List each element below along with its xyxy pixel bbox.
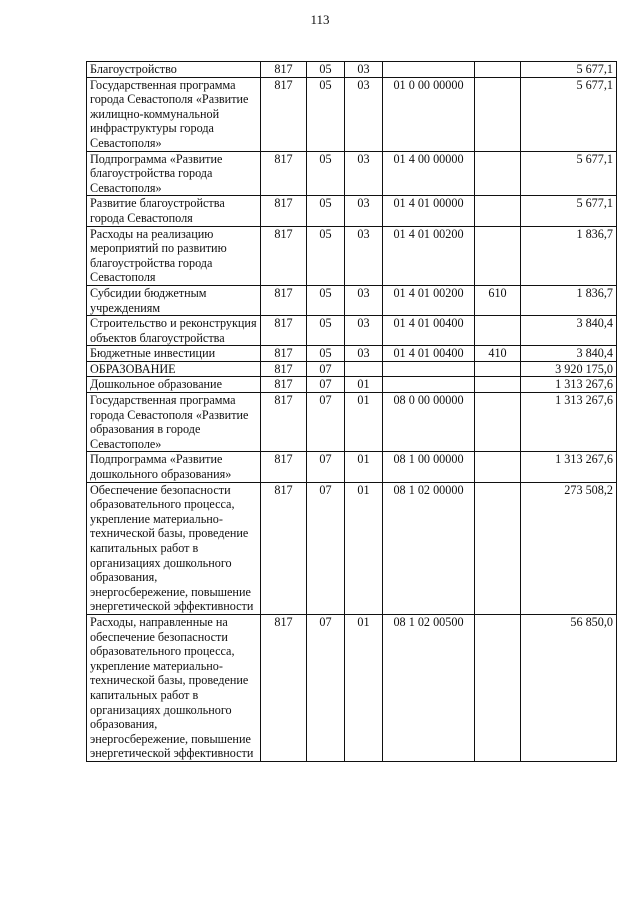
- amount-cell: 3 840,4: [521, 346, 617, 362]
- target-article-cell: 01 4 01 00000: [383, 196, 475, 226]
- subsection-code-cell: 01: [345, 452, 383, 482]
- amount-cell: 273 508,2: [521, 482, 617, 614]
- section-code-cell: 07: [307, 361, 345, 377]
- expense-type-cell: 610: [475, 285, 521, 315]
- table-row: [87, 361, 617, 377]
- section-code-cell: 07: [307, 393, 345, 452]
- target-article-cell: 08 0 00 00000: [383, 393, 475, 452]
- table-row: [87, 377, 617, 393]
- expense-type-cell: [475, 452, 521, 482]
- expense-type-cell: 410: [475, 346, 521, 362]
- target-article-cell: [383, 361, 475, 377]
- target-article-cell: [383, 62, 475, 78]
- item-name-cell: Субсидии бюджетным учреждениям: [87, 285, 261, 315]
- grbs-code-cell: 817: [261, 226, 307, 285]
- table-row: [87, 482, 617, 614]
- target-article-cell: 01 0 00 00000: [383, 77, 475, 151]
- expense-type-cell: [475, 77, 521, 151]
- table-row: [87, 62, 617, 78]
- section-code-cell: 07: [307, 614, 345, 761]
- expense-type-cell: [475, 393, 521, 452]
- section-code-cell: 05: [307, 226, 345, 285]
- table-row: [87, 226, 617, 285]
- amount-cell: 1 836,7: [521, 285, 617, 315]
- grbs-code-cell: 817: [261, 393, 307, 452]
- target-article-cell: 01 4 01 00400: [383, 316, 475, 346]
- target-article-cell: 01 4 01 00200: [383, 226, 475, 285]
- table-row: [87, 77, 617, 151]
- grbs-code-cell: 817: [261, 482, 307, 614]
- section-code-cell: 07: [307, 482, 345, 614]
- item-name-cell: Дошкольное образование: [87, 377, 261, 393]
- amount-cell: 1 313 267,6: [521, 452, 617, 482]
- grbs-code-cell: 817: [261, 361, 307, 377]
- target-article-cell: 01 4 01 00400: [383, 346, 475, 362]
- section-code-cell: 05: [307, 285, 345, 315]
- target-article-cell: 08 1 00 00000: [383, 452, 475, 482]
- subsection-code-cell: 03: [345, 77, 383, 151]
- expense-type-cell: [475, 316, 521, 346]
- item-name-cell: Подпрограмма «Развитие дошкольного образования»: [87, 452, 261, 482]
- table-row: [87, 393, 617, 452]
- amount-cell: 3 840,4: [521, 316, 617, 346]
- item-name-cell: Подпрограмма «Развитие благоустройства города Севастополя»: [87, 151, 261, 196]
- item-name-cell: ОБРАЗОВАНИЕ: [87, 361, 261, 377]
- grbs-code-cell: 817: [261, 285, 307, 315]
- item-name-cell: Государственная программа города Севастополя «Развитие образования в городе Севастополе»: [87, 393, 261, 452]
- grbs-code-cell: 817: [261, 614, 307, 761]
- table-row: [87, 346, 617, 362]
- section-code-cell: 07: [307, 452, 345, 482]
- amount-cell: 1 836,7: [521, 226, 617, 285]
- page-number: 113: [310, 12, 330, 27]
- subsection-code-cell: 01: [345, 482, 383, 614]
- item-name-cell: Развитие благоустройства города Севастополя: [87, 196, 261, 226]
- target-article-cell: 08 1 02 00000: [383, 482, 475, 614]
- amount-cell: 1 313 267,6: [521, 377, 617, 393]
- section-code-cell: 05: [307, 77, 345, 151]
- expense-type-cell: [475, 482, 521, 614]
- budget-table-body: [87, 62, 617, 762]
- amount-cell: 5 677,1: [521, 151, 617, 196]
- section-code-cell: 05: [307, 346, 345, 362]
- subsection-code-cell: 01: [345, 377, 383, 393]
- expense-type-cell: [475, 614, 521, 761]
- section-code-cell: 05: [307, 62, 345, 78]
- subsection-code-cell: 01: [345, 614, 383, 761]
- expense-type-cell: [475, 377, 521, 393]
- grbs-code-cell: 817: [261, 77, 307, 151]
- subsection-code-cell: 03: [345, 226, 383, 285]
- expense-type-cell: [475, 151, 521, 196]
- table-row: [87, 151, 617, 196]
- item-name-cell: Строительство и реконструкция объектов благоустройства: [87, 316, 261, 346]
- subsection-code-cell: [345, 361, 383, 377]
- grbs-code-cell: 817: [261, 452, 307, 482]
- subsection-code-cell: 03: [345, 316, 383, 346]
- item-name-cell: Благоустройство: [87, 62, 261, 78]
- amount-cell: 5 677,1: [521, 196, 617, 226]
- budget-table: [86, 61, 617, 762]
- table-row: [87, 316, 617, 346]
- section-code-cell: 05: [307, 316, 345, 346]
- item-name-cell: Бюджетные инвестиции: [87, 346, 261, 362]
- table-row: [87, 614, 617, 761]
- section-code-cell: 05: [307, 151, 345, 196]
- subsection-code-cell: 01: [345, 393, 383, 452]
- grbs-code-cell: 817: [261, 62, 307, 78]
- target-article-cell: 08 1 02 00500: [383, 614, 475, 761]
- expense-type-cell: [475, 226, 521, 285]
- amount-cell: 56 850,0: [521, 614, 617, 761]
- target-article-cell: 01 4 01 00200: [383, 285, 475, 315]
- section-code-cell: 07: [307, 377, 345, 393]
- subsection-code-cell: 03: [345, 62, 383, 78]
- section-code-cell: 05: [307, 196, 345, 226]
- item-name-cell: Расходы, направленные на обеспечение безопасности образовательного процесса, укрепление материально-технической базы, проведение капитальных работ в организациях дошкольного образования, энергосбережение, повышение энергетической эффективности: [87, 614, 261, 761]
- table-row: [87, 452, 617, 482]
- subsection-code-cell: 03: [345, 285, 383, 315]
- grbs-code-cell: 817: [261, 346, 307, 362]
- item-name-cell: Государственная программа города Севастополя «Развитие жилищно-коммунальной инфраструктуры города Севастополя»: [87, 77, 261, 151]
- subsection-code-cell: 03: [345, 196, 383, 226]
- amount-cell: 5 677,1: [521, 62, 617, 78]
- expense-type-cell: [475, 196, 521, 226]
- item-name-cell: Обеспечение безопасности образовательного процесса, укрепление материально-технической базы, проведение капитальных работ в организациях дошкольного образования, энергосбережение, повышение энергетической эффективности: [87, 482, 261, 614]
- target-article-cell: [383, 377, 475, 393]
- amount-cell: 5 677,1: [521, 77, 617, 151]
- expense-type-cell: [475, 62, 521, 78]
- table-row: [87, 285, 617, 315]
- item-name-cell: Расходы на реализацию мероприятий по развитию благоустройства города Севастополя: [87, 226, 261, 285]
- table-row: [87, 196, 617, 226]
- grbs-code-cell: 817: [261, 196, 307, 226]
- subsection-code-cell: 03: [345, 346, 383, 362]
- target-article-cell: 01 4 00 00000: [383, 151, 475, 196]
- grbs-code-cell: 817: [261, 151, 307, 196]
- grbs-code-cell: 817: [261, 316, 307, 346]
- amount-cell: 1 313 267,6: [521, 393, 617, 452]
- grbs-code-cell: 817: [261, 377, 307, 393]
- expense-type-cell: [475, 361, 521, 377]
- amount-cell: 3 920 175,0: [521, 361, 617, 377]
- subsection-code-cell: 03: [345, 151, 383, 196]
